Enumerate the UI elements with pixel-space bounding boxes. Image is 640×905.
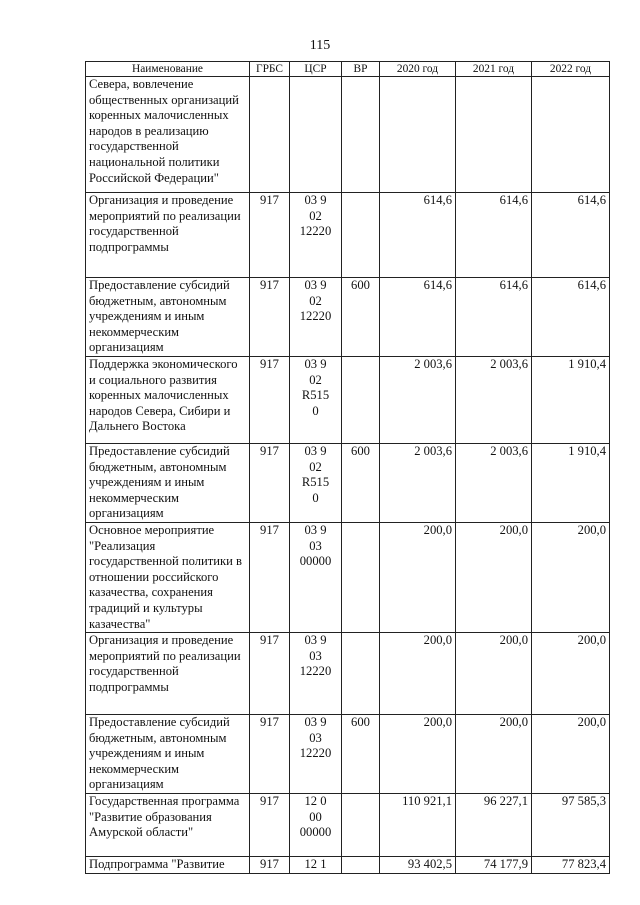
row-2021-cell [456,77,532,193]
csr-code-part: R515 [301,475,330,490]
row-2020-cell: 200,0 [380,522,456,632]
table-row [86,522,610,632]
row-2021-cell: 2 003,6 [456,356,532,443]
row-2022-cell [532,77,610,193]
row-name-cell: Предоставление субсидий бюджетным, автономным учреждениям и иным некоммерческим организациям [86,278,250,357]
table-header [86,62,610,77]
csr-code-part: 03 9 [304,715,327,730]
row-grbs-cell: 917 [250,794,290,857]
row-2020-cell: 2 003,6 [380,443,456,522]
row-2022-cell: 200,0 [532,633,610,715]
row-2022-cell: 614,6 [532,193,610,278]
row-grbs-cell: 917 [250,443,290,522]
table-row [86,633,610,715]
row-2022-cell: 614,6 [532,278,610,357]
row-grbs-cell: 917 [250,715,290,794]
csr-code-part: 0 [312,490,319,505]
csr-code-part: 02 [309,293,322,308]
csr-code-part: 03 9 [304,356,327,371]
row-2022-cell: 1 910,4 [532,356,610,443]
csr-code-part: 0 [312,403,319,418]
csr-code-part: 12220 [299,664,332,679]
row-grbs-cell [250,77,290,193]
csr-code-part: 03 9 [304,278,327,292]
row-name-cell: Севера, вовлечение общественных организаций коренных малочисленных народов в реализацию государственной национальной политики Российской Федерации" [86,77,250,193]
row-2020-cell: 200,0 [380,715,456,794]
csr-code-part: 02 [309,208,322,223]
row-csr-cell [290,443,342,522]
csr-code-part: R515 [301,388,330,403]
csr-code-part: 03 9 [304,193,327,207]
csr-code-part: 03 [309,730,322,745]
csr-code-part: 12 1 [304,857,327,872]
row-2022-cell: 200,0 [532,522,610,632]
table-row [86,193,610,278]
column-header-name: Наименование [86,62,250,77]
row-name-cell: Поддержка экономического и социального развития коренных малочисленных народов Севера, Сибири и Дальнего Востока [86,356,250,443]
csr-code-part: 00 [309,809,322,824]
row-2022-cell: 77 823,4 [532,857,610,874]
row-2020-cell: 614,6 [380,278,456,357]
row-csr-cell [290,794,342,857]
row-2021-cell: 200,0 [456,715,532,794]
table-row [86,715,610,794]
row-csr-cell [290,278,342,357]
csr-code-part: 12220 [299,309,332,324]
row-vr-cell [342,193,380,278]
row-2020-cell: 200,0 [380,633,456,715]
csr-code-part: 12220 [299,224,332,239]
csr-code-part: 00000 [299,554,332,569]
column-header-2020: 2020 год [380,62,456,77]
row-csr-cell [290,857,342,874]
row-2022-cell: 97 585,3 [532,794,610,857]
row-vr-cell [342,356,380,443]
row-grbs-cell: 917 [250,278,290,357]
row-2021-cell: 614,6 [456,278,532,357]
row-name-cell: Предоставление субсидий бюджетным, автономным учреждениям и иным некоммерческим организациям [86,715,250,794]
row-csr-cell [290,77,342,193]
csr-code-part: 12 0 [304,794,327,809]
table-row [86,794,610,857]
column-header-vr: ВР [342,62,380,77]
row-2020-cell: 110 921,1 [380,794,456,857]
column-header-csr: ЦСР [290,62,342,77]
row-2020-cell [380,77,456,193]
row-csr-cell [290,715,342,794]
row-name-cell: Подпрограмма "Развитие [86,857,250,874]
row-csr-cell [290,522,342,632]
csr-code-part: 03 9 [304,633,327,648]
csr-code-part: 00000 [299,825,332,840]
row-grbs-cell: 917 [250,522,290,632]
row-csr-cell [290,633,342,715]
row-2021-cell: 74 177,9 [456,857,532,874]
row-name-cell: Организация и проведение мероприятий по реализации государственной подпрограммы [86,193,250,278]
table-row [86,857,610,874]
row-2020-cell: 2 003,6 [380,356,456,443]
row-2020-cell: 93 402,5 [380,857,456,874]
table-row [86,356,610,443]
csr-code-part: 03 [309,538,322,553]
csr-code-part: 02 [309,459,322,474]
row-vr-cell [342,77,380,193]
row-grbs-cell: 917 [250,857,290,874]
column-header-grbs: ГРБС [250,62,290,77]
row-2020-cell: 614,6 [380,193,456,278]
table-row [86,443,610,522]
row-vr-cell [342,857,380,874]
row-vr-cell [342,794,380,857]
row-csr-cell [290,356,342,443]
row-csr-cell [290,193,342,278]
row-vr-cell: 600 [342,278,380,357]
row-2021-cell: 200,0 [456,522,532,632]
row-2022-cell: 1 910,4 [532,443,610,522]
table-row [86,77,610,193]
row-grbs-cell: 917 [250,633,290,715]
row-vr-cell [342,522,380,632]
page-number: 115 [309,38,331,53]
row-name-cell: Организация и проведение мероприятий по реализации государственной подпрограммы [86,633,250,715]
row-grbs-cell: 917 [250,356,290,443]
row-vr-cell [342,633,380,715]
header-row [86,62,610,77]
table-row [86,278,610,357]
row-vr-cell: 600 [342,715,380,794]
row-2022-cell: 200,0 [532,715,610,794]
row-2021-cell: 96 227,1 [456,794,532,857]
row-name-cell: Государственная программа "Развитие образования Амурской области" [86,794,250,857]
row-name-cell: Предоставление субсидий бюджетным, автономным учреждениям и иным некоммерческим организациям [86,443,250,522]
csr-code-part: 12220 [299,746,332,761]
table-body [86,77,610,874]
row-2021-cell: 200,0 [456,633,532,715]
row-name-cell: Основное мероприятие "Реализация государственной политики в отношении российского казачества, сохранения традиций и культуры казачества" [86,522,250,632]
row-2021-cell: 614,6 [456,193,532,278]
csr-code-part: 03 9 [304,443,327,458]
row-grbs-cell: 917 [250,193,290,278]
row-vr-cell: 600 [342,443,380,522]
column-header-2022: 2022 год [532,62,610,77]
csr-code-part: 02 [309,372,322,387]
csr-code-part: 03 [309,648,322,663]
column-header-2021: 2021 год [456,62,532,77]
csr-code-part: 03 9 [304,522,327,537]
row-2021-cell: 2 003,6 [456,443,532,522]
budget-table [85,61,610,874]
